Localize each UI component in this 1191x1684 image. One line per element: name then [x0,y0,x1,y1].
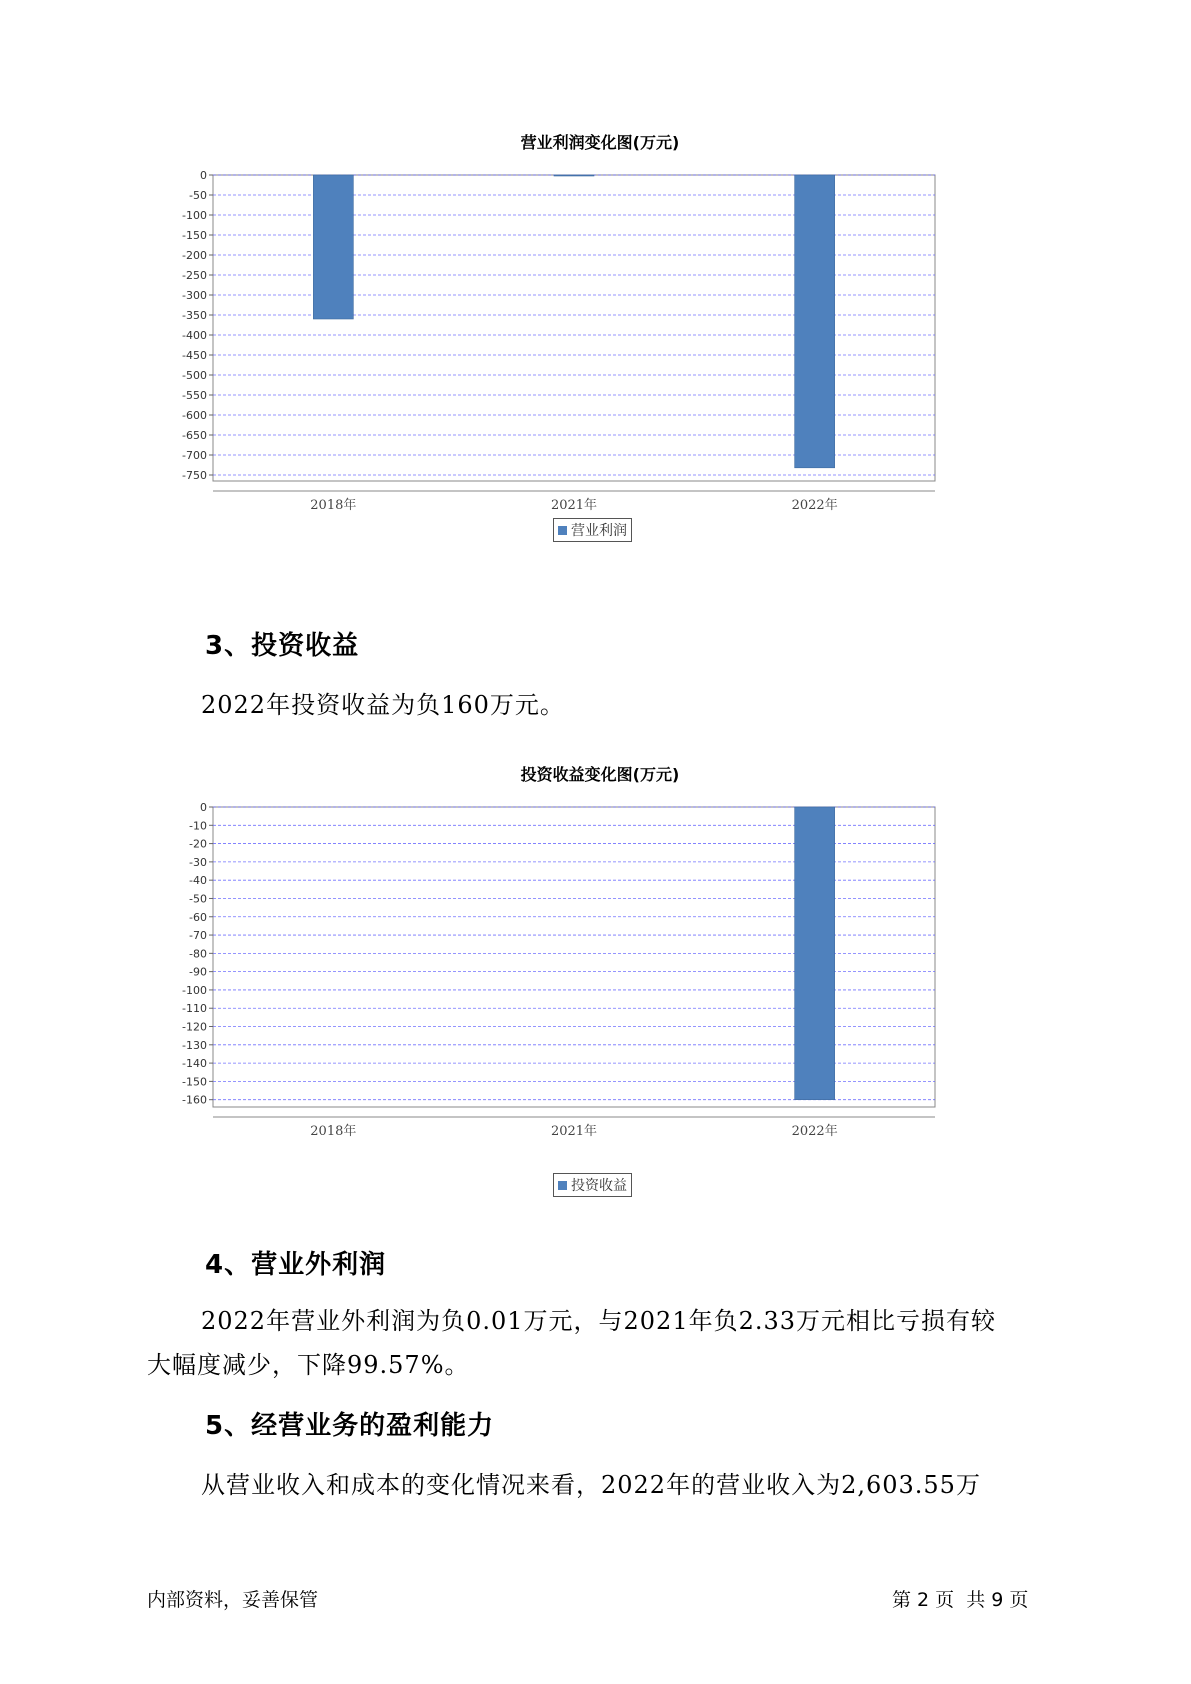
y-tick-label: 0 [200,801,207,814]
x-tick-label: 2018年 [310,498,357,513]
y-tick-label: -400 [182,329,207,342]
y-tick-label: -140 [182,1057,207,1071]
y-tick-label: -100 [182,983,207,997]
x-tick-label: 2022年 [791,498,838,513]
y-tick-label: -30 [189,855,207,869]
y-tick-label: -550 [182,389,207,402]
section-4-line-1: 2022年营业外利润为负0.01万元，与2021年负2.33万元相比亏损有较 [201,1307,997,1335]
y-tick-label: -500 [182,369,207,382]
y-tick-label: -10 [189,819,207,833]
y-tick-label: -350 [182,309,207,322]
section-4-line-2: 大幅度减少，下降99.57%。 [147,1351,470,1379]
x-tick-label: 2021年 [550,498,598,513]
x-tick-label: 2022年 [791,1124,838,1139]
y-tick-label: -700 [182,449,207,462]
footer-page-number: 第 2 页 共 9 页 [892,1589,1029,1611]
y-tick-label: -70 [189,929,207,943]
y-tick-label: -750 [182,469,207,482]
section-3-sentence: 2022年投资收益为负160万元。 [201,691,565,719]
y-tick-label: -150 [182,229,207,242]
operating-profit-chart [150,130,1050,560]
section-4-text [147,1299,1047,1387]
chart-title: 投资收益变化图(万元) [520,765,680,784]
footer-confidential: 内部资料，妥善保管 [147,1589,319,1611]
y-tick-label: 0 [200,169,207,182]
y-tick-label: -250 [182,269,207,282]
legend-swatch [558,1181,567,1190]
y-tick-label: -50 [189,892,207,906]
section-5-text [147,1463,1047,1507]
y-tick-label: -40 [189,874,207,888]
legend-label: 营业利润 [571,523,627,539]
section-5-heading: 5、经营业务的盈利能力 [205,1411,495,1441]
y-tick-label: -160 [182,1093,207,1107]
bar [795,175,835,468]
chart-plot [150,160,1050,550]
y-tick-label: -50 [189,189,207,202]
legend-label: 投资收益 [571,1178,627,1194]
bar [554,175,594,176]
y-tick-label: -80 [189,947,207,961]
chart-plot [150,792,1050,1192]
investment-income-chart [150,762,1050,1212]
section-5-sentence: 从营业收入和成本的变化情况来看，2022年的营业收入为2,603.55万 [201,1471,981,1499]
y-tick-label: -130 [182,1038,207,1052]
legend-swatch [558,526,567,535]
chart-legend [553,1173,632,1197]
y-tick-label: -450 [182,349,207,362]
x-tick-label: 2021年 [550,1124,598,1139]
y-tick-label: -200 [182,249,207,262]
section-3-heading: 3、投资收益 [205,631,360,661]
section-3-text [147,683,1047,727]
bar [795,807,835,1100]
y-tick-label: -60 [189,910,207,924]
x-tick-label: 2018年 [310,1124,357,1139]
y-tick-label: -150 [182,1075,207,1089]
bar [313,175,353,319]
y-tick-label: -600 [182,409,207,422]
y-tick-label: -90 [189,965,207,979]
y-tick-label: -100 [182,209,207,222]
y-tick-label: -20 [189,837,207,851]
chart-legend [553,518,632,542]
section-4-heading: 4、营业外利润 [205,1250,387,1280]
y-tick-label: -300 [182,289,207,302]
y-tick-label: -650 [182,429,207,442]
y-tick-label: -110 [182,1002,207,1016]
chart-title: 营业利润变化图(万元) [520,133,680,152]
y-tick-label: -120 [182,1020,207,1034]
